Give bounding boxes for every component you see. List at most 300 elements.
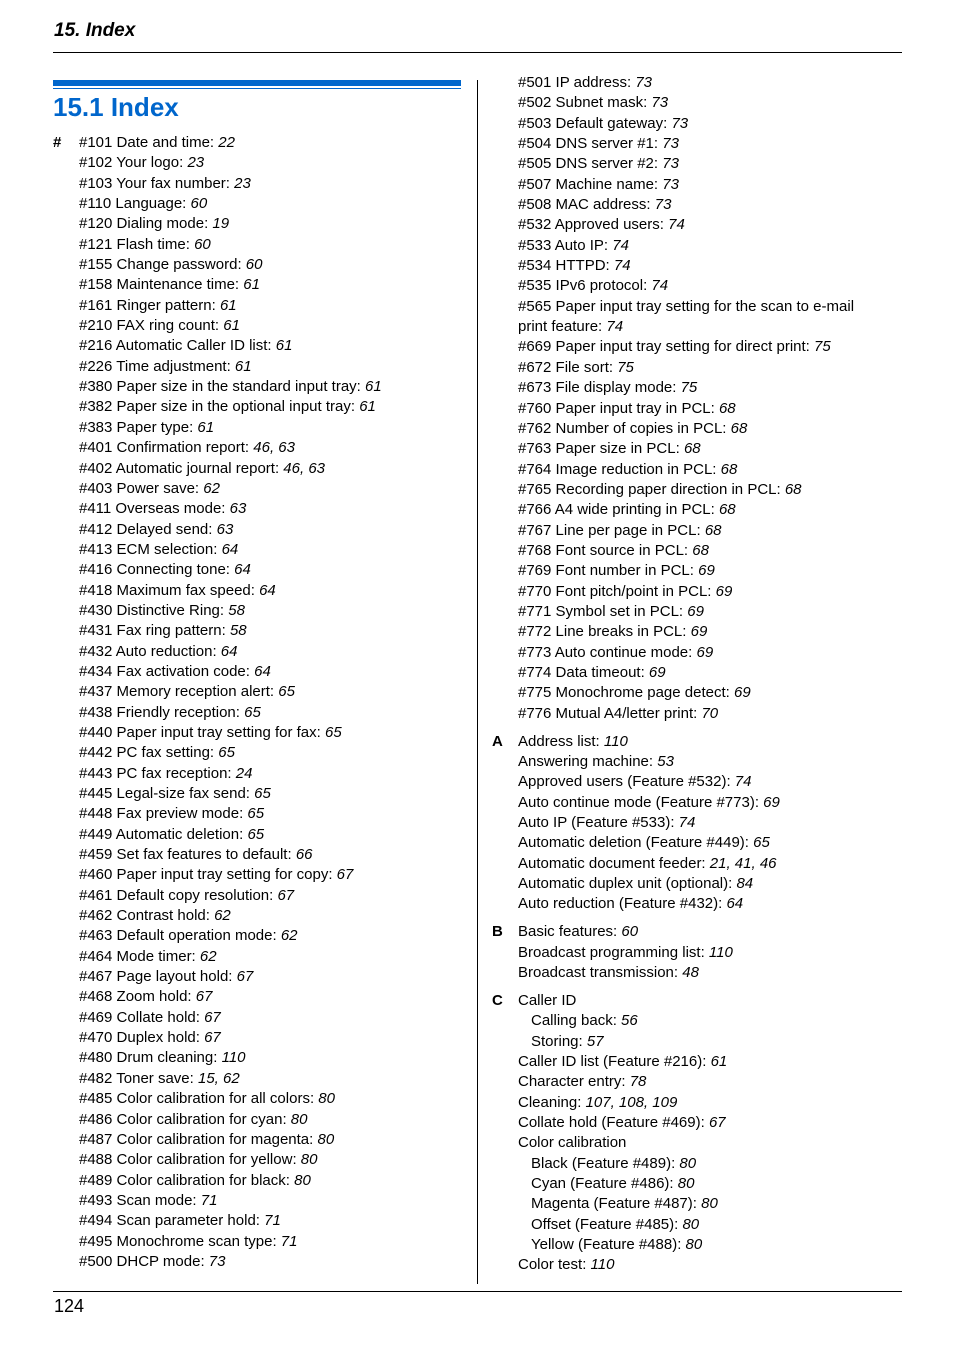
entry-pages[interactable]: 53: [657, 752, 674, 770]
index-entry: [518, 1113, 902, 1133]
entry-text: #672 File sort:: [518, 358, 618, 376]
entry-pages[interactable]: 74: [668, 216, 685, 234]
entry-pages[interactable]: 110: [603, 732, 628, 750]
index-entry: [79, 296, 473, 316]
entry-pages[interactable]: 68: [718, 399, 736, 417]
index-entry: [518, 73, 902, 93]
entry-pages[interactable]: 67: [236, 968, 254, 986]
entry-pages[interactable]: 60: [621, 923, 639, 941]
entry-pages[interactable]: 63: [229, 500, 247, 518]
entry-pages[interactable]: 68: [692, 541, 709, 559]
index-entry: [79, 581, 473, 601]
index-letter: #: [53, 134, 62, 151]
entry-text: Magenta (Feature #487):: [531, 1195, 702, 1213]
entry-pages[interactable]: 80: [294, 1171, 311, 1189]
index-entry: [79, 967, 473, 987]
index-entry: [79, 1028, 473, 1048]
entry-text: Broadcast programming list:: [518, 943, 709, 961]
entry-text: #565 Paper input tray setting for the scan to e-mail: [518, 297, 855, 315]
index-entry: [79, 459, 473, 479]
entry-pages[interactable]: 68: [720, 460, 738, 478]
entry-text: #460 Paper input tray setting for copy:: [79, 866, 337, 884]
index-entry: [518, 154, 902, 174]
entry-text: #772 Line breaks in PCL:: [518, 623, 691, 641]
entry-text: #760 Paper input tray in PCL:: [518, 399, 719, 417]
index-entry: [79, 1008, 473, 1028]
entry-pages[interactable]: 73: [635, 74, 652, 91]
running-header: 15. Index: [54, 20, 136, 41]
entry-text: #434 Fax activation code:: [79, 662, 255, 680]
entry-pages[interactable]: 23: [187, 154, 205, 172]
index-entry: [79, 1089, 473, 1109]
entry-pages[interactable]: 65: [218, 744, 235, 762]
index-entry: [518, 317, 902, 337]
entry-text: #416 Connecting tone:: [79, 561, 235, 579]
entry-pages[interactable]: 56: [621, 1012, 638, 1030]
entry-text: #442 PC fax setting:: [79, 744, 219, 762]
index-entry: [518, 894, 902, 914]
entry-pages[interactable]: 65: [254, 785, 271, 802]
index-entry: [79, 947, 473, 967]
entry-pages[interactable]: 69: [715, 582, 733, 600]
entry-pages[interactable]: 65: [278, 683, 295, 701]
entry-pages[interactable]: 62: [280, 927, 298, 945]
entry-text: #507 Machine name:: [518, 175, 663, 193]
entry-text: #464 Mode timer:: [79, 947, 200, 965]
entry-text: #443 PC fax reception:: [79, 764, 236, 782]
entry-text: #468 Zoom hold:: [79, 988, 196, 1006]
entry-text: Auto IP (Feature #533):: [518, 813, 679, 831]
entry-pages[interactable]: 64: [726, 895, 744, 913]
entry-text: #445 Legal-size fax send:: [79, 785, 255, 802]
entry-text: #501 IP address:: [518, 74, 636, 91]
index-entry: [518, 922, 902, 942]
index-entry: [79, 987, 473, 1007]
entry-pages[interactable]: 58: [228, 601, 245, 619]
entry-text: Auto reduction (Feature #432):: [518, 895, 727, 913]
index-subentry: [518, 1174, 902, 1194]
entry-pages[interactable]: 67: [708, 1113, 726, 1131]
entry-text: #101 Date and time:: [79, 134, 219, 151]
index-entry: [79, 479, 473, 499]
index-entry: [79, 194, 473, 214]
entry-text: #673 File display mode:: [518, 379, 681, 397]
entry-pages[interactable]: 73: [662, 135, 679, 153]
entry-pages[interactable]: 107, 108, 109: [585, 1093, 678, 1111]
index-entry: [79, 1130, 473, 1150]
entry-pages[interactable]: 46, 63: [253, 439, 295, 457]
index-group: [53, 133, 473, 1272]
entry-text: #158 Maintenance time:: [79, 276, 244, 294]
index-entry: [518, 561, 902, 581]
entry-pages[interactable]: 61: [219, 296, 237, 314]
entry-pages[interactable]: 70: [701, 704, 719, 722]
entry-pages[interactable]: 73: [662, 155, 679, 173]
entry-pages[interactable]: 80: [679, 1154, 697, 1172]
entry-pages[interactable]: 69: [698, 562, 715, 580]
index-entry: [79, 764, 473, 784]
index-entry: [518, 752, 902, 772]
entry-pages[interactable]: 80: [685, 1236, 703, 1254]
index-entry: [518, 236, 902, 256]
index-group: [492, 73, 902, 724]
section-title-bar: [53, 80, 461, 86]
index-right-column: [492, 73, 902, 1276]
entry-text: #432 Auto reduction:: [79, 642, 221, 660]
entry-pages[interactable]: 74: [606, 318, 624, 336]
entry-pages[interactable]: 61: [197, 418, 215, 436]
entry-text: #463 Default operation mode:: [79, 927, 281, 945]
entry-text: #482 Toner save:: [79, 1069, 198, 1087]
entry-pages[interactable]: 67: [204, 1008, 221, 1026]
index-entry: [518, 663, 902, 683]
entry-text: #437 Memory reception alert:: [79, 683, 279, 701]
entry-text: #532 Approved users:: [518, 216, 669, 234]
entry-pages[interactable]: 73: [208, 1252, 226, 1270]
entry-pages[interactable]: 69: [690, 623, 708, 641]
entry-text: Collate hold (Feature #469):: [518, 1113, 709, 1131]
entry-pages[interactable]: 68: [730, 419, 748, 437]
index-entry: [79, 377, 473, 397]
entry-text: Automatic duplex unit (optional):: [518, 875, 737, 892]
entry-text: #459 Set fax features to default:: [79, 846, 296, 864]
index-entry: [79, 865, 473, 885]
entry-text: Calling back:: [531, 1012, 622, 1030]
entry-pages[interactable]: 62: [203, 479, 220, 497]
entry-text: #411 Overseas mode:: [79, 500, 230, 518]
entry-pages[interactable]: 65: [324, 723, 342, 741]
entry-text: #110 Language:: [79, 195, 191, 213]
entry-pages[interactable]: 61: [365, 378, 382, 396]
entry-pages[interactable]: 65: [247, 805, 265, 823]
entry-pages[interactable]: 68: [683, 440, 701, 458]
index-entry: [79, 560, 473, 580]
entry-text: #500 DHCP mode:: [79, 1252, 209, 1270]
entry-pages[interactable]: 110: [708, 943, 733, 961]
entry-pages[interactable]: 73: [662, 175, 679, 193]
entry-pages[interactable]: 69: [648, 663, 666, 681]
entry-text: #380 Paper size in the standard input tray:: [79, 378, 366, 396]
entry-pages[interactable]: 64: [254, 662, 271, 680]
entry-text: #155 Change password:: [79, 256, 246, 274]
entry-text: #418 Maximum fax speed:: [79, 581, 260, 599]
index-entry: [518, 134, 902, 154]
index-entry: [518, 854, 902, 874]
index-entry: [79, 906, 473, 926]
entry-pages[interactable]: 75: [680, 379, 698, 397]
index-entry: [79, 845, 473, 865]
entry-pages[interactable]: 66: [295, 846, 313, 864]
entry-text: Caller ID: [518, 991, 577, 1009]
index-entry: [79, 703, 473, 723]
entry-pages[interactable]: 61: [710, 1052, 728, 1070]
entry-pages[interactable]: 80: [290, 1110, 308, 1128]
entry-pages[interactable]: 60: [194, 235, 211, 253]
entry-pages[interactable]: 73: [651, 94, 669, 112]
entry-pages[interactable]: 60: [245, 256, 263, 274]
index-entry: [79, 1232, 473, 1252]
index-entry: [518, 991, 902, 1011]
index-group: [492, 991, 902, 1276]
index-entry: [518, 602, 902, 622]
index-group: [492, 922, 902, 983]
entry-pages[interactable]: 64: [259, 581, 276, 599]
index-entry: [518, 215, 902, 235]
entry-text: #493 Scan mode:: [79, 1191, 201, 1209]
entry-pages[interactable]: 110: [221, 1049, 246, 1067]
index-subentry: [518, 1154, 902, 1174]
entry-pages[interactable]: 80: [701, 1195, 718, 1213]
entry-pages[interactable]: 23: [234, 174, 251, 192]
index-entry: [518, 439, 902, 459]
entry-text: #771 Symbol set in PCL:: [518, 602, 688, 620]
index-entry: [79, 642, 473, 662]
index-entry: [79, 418, 473, 438]
entry-pages[interactable]: 15, 62: [197, 1069, 240, 1087]
index-entry: [79, 682, 473, 702]
entry-pages[interactable]: 80: [317, 1130, 335, 1148]
entry-pages[interactable]: 67: [336, 866, 354, 884]
index-entry: [518, 114, 902, 134]
index-entry: [518, 378, 902, 398]
entry-text: #768 Font source in PCL:: [518, 541, 693, 559]
entry-pages[interactable]: 73: [671, 114, 689, 132]
entry-pages[interactable]: 74: [651, 277, 669, 295]
entry-text: #438 Friendly reception:: [79, 703, 245, 721]
entry-text: #770 Font pitch/point in PCL:: [518, 582, 716, 600]
entry-pages[interactable]: 68: [718, 501, 736, 519]
index-entry: [518, 683, 902, 703]
entry-text: #504 DNS server #1:: [518, 135, 663, 153]
entry-text: #767 Line per page in PCL:: [518, 521, 705, 539]
index-entry: [518, 93, 902, 113]
index-letter: A: [492, 732, 503, 750]
entry-text: #470 Duplex hold:: [79, 1029, 205, 1047]
index-entry: [79, 1069, 473, 1089]
index-entry: [518, 582, 902, 602]
entry-text: #776 Mutual A4/letter print:: [518, 704, 702, 722]
entry-text: Basic features:: [518, 923, 622, 941]
entry-pages[interactable]: 21, 41, 46: [709, 854, 777, 872]
index-entry: [518, 732, 902, 752]
index-entry: [518, 541, 902, 561]
index-entry: [79, 621, 473, 641]
entry-text: #216 Automatic Caller ID list:: [79, 337, 276, 355]
entry-text: #401 Confirmation report:: [79, 439, 254, 457]
entry-text: Automatic deletion (Feature #449):: [518, 834, 754, 852]
entry-pages[interactable]: 64: [220, 642, 238, 660]
entry-pages[interactable]: 61: [359, 398, 376, 416]
index-entry: [79, 540, 473, 560]
entry-pages[interactable]: 84: [736, 875, 754, 892]
index-entry: [518, 1072, 902, 1092]
entry-text: Character entry:: [518, 1073, 630, 1091]
entry-text: #440 Paper input tray setting for fax:: [79, 723, 325, 741]
index-entry: [79, 133, 473, 153]
index-entry: [518, 337, 902, 357]
entry-text: #448 Fax preview mode:: [79, 805, 248, 823]
index-entry: [79, 174, 473, 194]
entry-pages[interactable]: 46, 63: [283, 459, 326, 477]
entry-text: #775 Monochrome page detect:: [518, 684, 734, 702]
entry-pages[interactable]: 57: [586, 1032, 604, 1050]
entry-pages[interactable]: 74: [734, 773, 752, 791]
entry-pages[interactable]: 75: [617, 358, 634, 376]
entry-text: #763 Paper size in PCL:: [518, 440, 684, 458]
entry-text: #120 Dialing mode:: [79, 215, 213, 233]
entry-pages[interactable]: 61: [243, 276, 260, 294]
entry-text: #462 Contrast hold:: [79, 907, 215, 925]
index-subentry: [518, 1215, 902, 1235]
section-title-bar-thin: [53, 88, 461, 89]
entry-pages[interactable]: 71: [280, 1232, 298, 1250]
entry-text: Offset (Feature #485):: [531, 1215, 683, 1233]
entry-pages[interactable]: 24: [235, 764, 253, 782]
entry-pages[interactable]: 65: [244, 703, 261, 721]
index-entry: [518, 195, 902, 215]
entry-pages[interactable]: 69: [687, 602, 704, 620]
entry-pages[interactable]: 80: [677, 1175, 695, 1192]
index-entry: [79, 397, 473, 417]
index-entry: [79, 255, 473, 275]
index-entry: [518, 276, 902, 296]
entry-text: #489 Color calibration for black:: [79, 1171, 295, 1189]
entry-text: Yellow (Feature #488):: [531, 1236, 686, 1254]
index-entry: [79, 499, 473, 519]
entry-text: #765 Recording paper direction in PCL:: [518, 480, 785, 498]
section-title: 15.1 Index: [53, 92, 179, 122]
entry-pages[interactable]: 71: [200, 1191, 218, 1209]
entry-text: #505 DNS server #2:: [518, 155, 663, 173]
entry-text: #121 Flash time:: [79, 235, 195, 253]
entry-pages[interactable]: 67: [277, 886, 295, 904]
entry-pages[interactable]: 60: [190, 195, 208, 213]
entry-text: #762 Number of copies in PCL:: [518, 419, 731, 437]
entry-pages[interactable]: 69: [733, 684, 751, 702]
entry-text: #102 Your logo:: [79, 154, 188, 172]
index-entry: [79, 235, 473, 255]
entry-pages[interactable]: 78: [629, 1073, 647, 1091]
entry-text: #503 Default gateway:: [518, 114, 672, 132]
entry-text: #403 Power save:: [79, 479, 204, 497]
index-entry: [79, 784, 473, 804]
entry-text: #431 Fax ring pattern:: [79, 622, 230, 640]
entry-text: Automatic document feeder:: [518, 854, 710, 872]
entry-text: Color test:: [518, 1256, 591, 1274]
entry-text: #485 Color calibration for all colors:: [79, 1090, 319, 1108]
entry-pages[interactable]: 65: [753, 834, 770, 852]
index-entry: [79, 1171, 473, 1191]
entry-pages[interactable]: 68: [704, 521, 722, 539]
index-left-column: [53, 133, 473, 1272]
index-entry: [79, 825, 473, 845]
entry-pages[interactable]: 61: [234, 357, 252, 375]
entry-pages[interactable]: 58: [229, 622, 247, 640]
index-entry: [79, 214, 473, 234]
entry-pages[interactable]: 63: [216, 520, 234, 538]
entry-pages[interactable]: 68: [784, 480, 802, 498]
index-entry: [79, 1211, 473, 1231]
entry-pages[interactable]: 48: [682, 963, 699, 981]
entry-text: #383 Paper type:: [79, 418, 198, 436]
entry-pages[interactable]: 80: [682, 1215, 700, 1233]
entry-pages[interactable]: 64: [234, 561, 251, 579]
entry-text: #461 Default copy resolution:: [79, 886, 278, 904]
index-entry: [79, 1191, 473, 1211]
entry-text: #769 Font number in PCL:: [518, 562, 699, 580]
entry-pages[interactable]: 67: [204, 1029, 221, 1047]
entry-pages[interactable]: 110: [590, 1256, 615, 1274]
index-entry: [79, 438, 473, 458]
index-entry: [79, 926, 473, 946]
index-entry: [79, 743, 473, 763]
entry-pages[interactable]: 71: [264, 1212, 281, 1230]
index-entry: [79, 357, 473, 377]
index-entry: [518, 793, 902, 813]
entry-text: #508 MAC address:: [518, 196, 655, 214]
entry-pages[interactable]: 80: [300, 1151, 318, 1169]
entry-pages[interactable]: 74: [612, 236, 629, 254]
index-entry: [79, 1110, 473, 1130]
header-rule: [53, 52, 902, 53]
entry-pages[interactable]: 62: [214, 907, 231, 925]
entry-text: Cleaning:: [518, 1093, 586, 1111]
entry-pages[interactable]: 22: [218, 134, 235, 151]
index-entry: [518, 175, 902, 195]
entry-pages[interactable]: 67: [195, 988, 213, 1006]
entry-text: Color calibration: [518, 1134, 627, 1152]
index-entry: [79, 723, 473, 743]
index-entry: [79, 275, 473, 295]
entry-text: Storing:: [531, 1032, 587, 1050]
entry-pages[interactable]: 61: [275, 337, 293, 355]
entry-pages[interactable]: 19: [212, 215, 230, 233]
entry-text: Answering machine:: [518, 752, 658, 770]
entry-pages[interactable]: 65: [247, 825, 265, 843]
entry-pages[interactable]: 74: [678, 813, 696, 831]
entry-text: #535 IPv6 protocol:: [518, 277, 652, 295]
index-entry: [79, 316, 473, 336]
index-entry: [518, 1133, 902, 1153]
entry-text: #488 Color calibration for yellow:: [79, 1151, 301, 1169]
entry-text: Broadcast transmission:: [518, 963, 683, 981]
index-entry: [518, 297, 902, 317]
index-letter: C: [492, 991, 503, 1009]
index-subentry: [518, 1194, 902, 1214]
entry-text: Cyan (Feature #486):: [531, 1175, 678, 1192]
entry-text: Auto continue mode (Feature #773):: [518, 793, 764, 811]
index-entry: [518, 256, 902, 276]
index-entry: [518, 1093, 902, 1113]
index-entry: [79, 1252, 473, 1272]
entry-pages[interactable]: 74: [613, 257, 631, 275]
index-letter: B: [492, 923, 503, 941]
entry-text: #764 Image reduction in PCL:: [518, 460, 721, 478]
index-entry: [79, 1150, 473, 1170]
entry-text: #449 Automatic deletion:: [79, 825, 248, 843]
index-entry: [79, 804, 473, 824]
entry-pages[interactable]: 69: [696, 643, 714, 661]
entry-pages[interactable]: 64: [221, 540, 239, 558]
index-entry: [79, 601, 473, 621]
entry-pages[interactable]: 75: [814, 338, 831, 356]
entry-pages[interactable]: 69: [763, 793, 780, 811]
entry-pages[interactable]: 62: [199, 947, 217, 965]
index-entry: [518, 500, 902, 520]
entry-pages[interactable]: 73: [654, 196, 672, 214]
entry-pages[interactable]: 80: [318, 1090, 335, 1108]
entry-pages[interactable]: 61: [223, 317, 240, 335]
